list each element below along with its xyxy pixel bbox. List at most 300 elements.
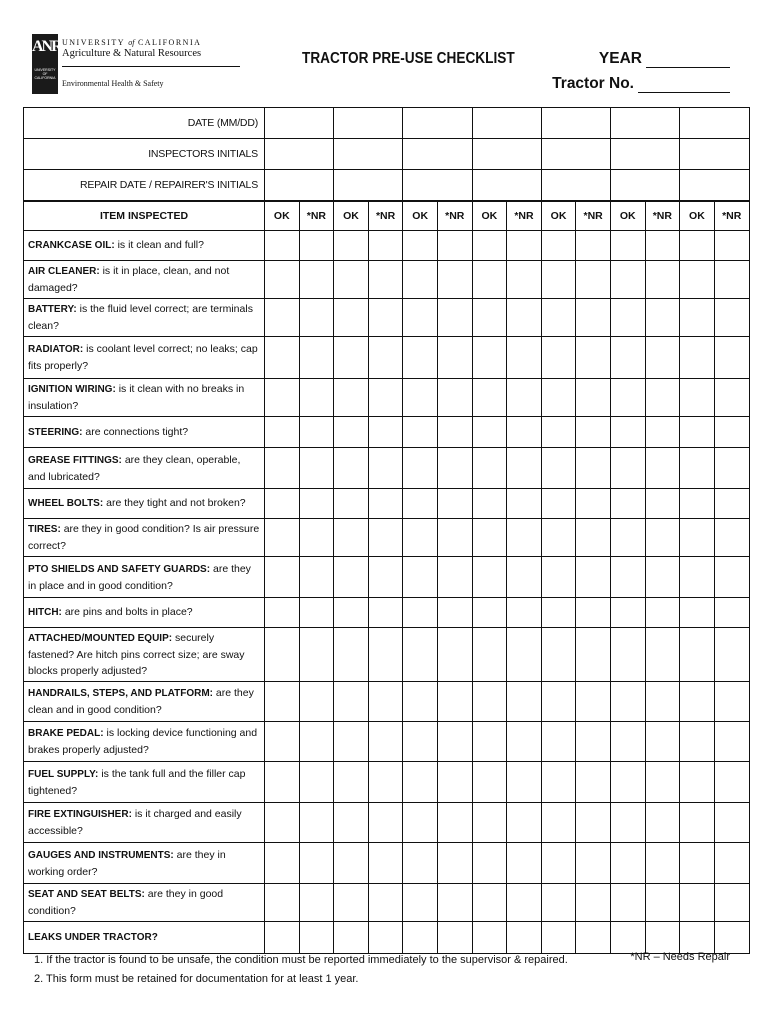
ok-checkbox-cell[interactable] xyxy=(334,628,369,682)
nr-checkbox-cell[interactable] xyxy=(507,682,542,722)
ok-checkbox-cell[interactable] xyxy=(334,261,369,299)
ok-checkbox-cell[interactable] xyxy=(472,299,507,337)
nr-checkbox-cell[interactable] xyxy=(507,448,542,489)
nr-checkbox-cell[interactable] xyxy=(576,628,611,682)
nr-checkbox-cell[interactable] xyxy=(299,803,334,843)
nr-checkbox-cell[interactable] xyxy=(437,231,472,261)
meta-entry-cell[interactable] xyxy=(334,139,403,170)
table-row xyxy=(24,337,750,379)
ok-checkbox-cell[interactable] xyxy=(541,628,576,682)
ok-checkbox-cell[interactable] xyxy=(680,803,715,843)
nr-checkbox-cell[interactable] xyxy=(299,884,334,922)
meta-entry-cell[interactable] xyxy=(265,170,334,201)
nr-checkbox-cell[interactable] xyxy=(645,682,680,722)
ok-checkbox-cell[interactable] xyxy=(265,682,300,722)
ok-checkbox-cell[interactable] xyxy=(265,489,300,519)
ok-checkbox-cell[interactable] xyxy=(334,379,369,417)
ok-checkbox-cell[interactable] xyxy=(680,843,715,884)
ok-checkbox-cell[interactable] xyxy=(680,379,715,417)
ok-checkbox-cell[interactable] xyxy=(541,299,576,337)
nr-checkbox-cell[interactable] xyxy=(576,922,611,954)
nr-checkbox-cell[interactable] xyxy=(437,722,472,762)
nr-checkbox-cell[interactable] xyxy=(299,519,334,557)
meta-entry-cell[interactable] xyxy=(265,108,334,139)
nr-checkbox-cell[interactable] xyxy=(368,922,403,954)
nr-checkbox-cell[interactable] xyxy=(645,762,680,803)
ok-checkbox-cell[interactable] xyxy=(610,628,645,682)
nr-checkbox-cell[interactable] xyxy=(714,417,749,448)
nr-checkbox-cell[interactable] xyxy=(645,922,680,954)
nr-checkbox-cell[interactable] xyxy=(507,843,542,884)
nr-checkbox-cell[interactable] xyxy=(576,884,611,922)
nr-checkbox-cell[interactable] xyxy=(437,337,472,379)
ok-checkbox-cell[interactable] xyxy=(610,379,645,417)
ok-checkbox-cell[interactable] xyxy=(265,261,300,299)
nr-checkbox-cell[interactable] xyxy=(576,231,611,261)
nr-checkbox-cell[interactable] xyxy=(714,337,749,379)
nr-checkbox-cell[interactable] xyxy=(368,884,403,922)
nr-checkbox-cell[interactable] xyxy=(437,682,472,722)
nr-checkbox-cell[interactable] xyxy=(368,598,403,628)
ok-checkbox-cell[interactable] xyxy=(403,417,438,448)
ok-checkbox-cell[interactable] xyxy=(610,448,645,489)
nr-checkbox-cell[interactable] xyxy=(576,803,611,843)
ok-checkbox-cell[interactable] xyxy=(472,884,507,922)
item-question: securely fastened? Are hitch pins correct size; are sway blocks properly adjusted? xyxy=(28,632,245,677)
nr-checkbox-cell[interactable] xyxy=(368,448,403,489)
meta-entry-cell[interactable] xyxy=(680,108,750,139)
nr-checkbox-cell[interactable] xyxy=(437,843,472,884)
nr-checkbox-cell[interactable] xyxy=(645,722,680,762)
nr-checkbox-cell[interactable] xyxy=(299,299,334,337)
ok-checkbox-cell[interactable] xyxy=(610,682,645,722)
ok-checkbox-cell[interactable] xyxy=(265,922,300,954)
ok-checkbox-cell[interactable] xyxy=(541,417,576,448)
ok-checkbox-cell[interactable] xyxy=(334,682,369,722)
ok-checkbox-cell[interactable] xyxy=(334,489,369,519)
ok-checkbox-cell[interactable] xyxy=(334,299,369,337)
item-description xyxy=(24,557,265,598)
nr-checkbox-cell[interactable] xyxy=(299,762,334,803)
meta-entry-cell[interactable] xyxy=(472,108,541,139)
ok-checkbox-cell[interactable] xyxy=(610,884,645,922)
ok-checkbox-cell[interactable] xyxy=(472,489,507,519)
ok-checkbox-cell[interactable] xyxy=(403,884,438,922)
nr-checkbox-cell[interactable] xyxy=(437,803,472,843)
nr-checkbox-cell[interactable] xyxy=(299,231,334,261)
nr-checkbox-cell[interactable] xyxy=(507,299,542,337)
nr-checkbox-cell[interactable] xyxy=(507,231,542,261)
nr-checkbox-cell[interactable] xyxy=(299,261,334,299)
ok-checkbox-cell[interactable] xyxy=(541,489,576,519)
nr-checkbox-cell[interactable] xyxy=(714,628,749,682)
ok-checkbox-cell[interactable] xyxy=(680,417,715,448)
nr-checkbox-cell[interactable] xyxy=(368,682,403,722)
ok-checkbox-cell[interactable] xyxy=(403,722,438,762)
nr-checkbox-cell[interactable] xyxy=(368,261,403,299)
item-description xyxy=(24,722,265,762)
ok-checkbox-cell[interactable] xyxy=(541,261,576,299)
nr-checkbox-cell[interactable] xyxy=(507,598,542,628)
ok-checkbox-cell[interactable] xyxy=(610,722,645,762)
nr-checkbox-cell[interactable] xyxy=(299,337,334,379)
item-description xyxy=(24,417,265,448)
nr-checkbox-cell[interactable] xyxy=(507,337,542,379)
ok-checkbox-cell[interactable] xyxy=(403,628,438,682)
ok-checkbox-cell[interactable] xyxy=(680,231,715,261)
ok-checkbox-cell[interactable] xyxy=(680,682,715,722)
nr-checkbox-cell[interactable] xyxy=(576,519,611,557)
nr-checkbox-cell[interactable] xyxy=(507,803,542,843)
nr-checkbox-cell[interactable] xyxy=(507,379,542,417)
nr-checkbox-cell[interactable] xyxy=(645,379,680,417)
nr-checkbox-cell[interactable] xyxy=(576,417,611,448)
ok-checkbox-cell[interactable] xyxy=(403,519,438,557)
nr-column-header: *NR xyxy=(645,201,680,231)
ok-checkbox-cell[interactable] xyxy=(472,337,507,379)
nr-checkbox-cell[interactable] xyxy=(645,299,680,337)
ok-checkbox-cell[interactable] xyxy=(403,762,438,803)
nr-checkbox-cell[interactable] xyxy=(299,598,334,628)
ok-checkbox-cell[interactable] xyxy=(334,598,369,628)
ok-checkbox-cell[interactable] xyxy=(472,417,507,448)
ok-checkbox-cell[interactable] xyxy=(610,417,645,448)
ok-checkbox-cell[interactable] xyxy=(265,337,300,379)
nr-checkbox-cell[interactable] xyxy=(576,557,611,598)
ok-checkbox-cell[interactable] xyxy=(541,722,576,762)
ok-checkbox-cell[interactable] xyxy=(334,448,369,489)
meta-entry-cell[interactable] xyxy=(403,170,472,201)
ok-checkbox-cell[interactable] xyxy=(403,922,438,954)
ok-checkbox-cell[interactable] xyxy=(265,299,300,337)
ok-checkbox-cell[interactable] xyxy=(610,261,645,299)
ok-checkbox-cell[interactable] xyxy=(265,884,300,922)
nr-checkbox-cell[interactable] xyxy=(645,598,680,628)
nr-checkbox-cell[interactable] xyxy=(507,922,542,954)
nr-checkbox-cell[interactable] xyxy=(368,489,403,519)
ok-checkbox-cell[interactable] xyxy=(334,762,369,803)
ok-checkbox-cell[interactable] xyxy=(472,628,507,682)
ok-checkbox-cell[interactable] xyxy=(680,557,715,598)
ok-checkbox-cell[interactable] xyxy=(472,448,507,489)
ok-checkbox-cell[interactable] xyxy=(680,722,715,762)
university-name xyxy=(62,38,201,47)
ok-checkbox-cell[interactable] xyxy=(610,231,645,261)
nr-checkbox-cell[interactable] xyxy=(576,843,611,884)
nr-checkbox-cell[interactable] xyxy=(714,598,749,628)
ok-checkbox-cell[interactable] xyxy=(334,337,369,379)
ok-checkbox-cell[interactable] xyxy=(541,448,576,489)
ok-checkbox-cell[interactable] xyxy=(334,557,369,598)
nr-checkbox-cell[interactable] xyxy=(368,337,403,379)
ok-checkbox-cell[interactable] xyxy=(680,884,715,922)
meta-entry-cell[interactable] xyxy=(472,139,541,170)
ok-checkbox-cell[interactable] xyxy=(472,682,507,722)
nr-checkbox-cell[interactable] xyxy=(368,557,403,598)
ok-checkbox-cell[interactable] xyxy=(541,762,576,803)
nr-checkbox-cell[interactable] xyxy=(299,922,334,954)
ok-checkbox-cell[interactable] xyxy=(610,803,645,843)
meta-entry-cell[interactable] xyxy=(541,108,610,139)
ok-checkbox-cell[interactable] xyxy=(541,557,576,598)
ok-checkbox-cell[interactable] xyxy=(334,884,369,922)
ok-checkbox-cell[interactable] xyxy=(403,489,438,519)
ok-checkbox-cell[interactable] xyxy=(472,803,507,843)
nr-checkbox-cell[interactable] xyxy=(714,231,749,261)
nr-checkbox-cell[interactable] xyxy=(368,628,403,682)
item-name: CRANKCASE OIL: xyxy=(28,240,115,251)
ok-checkbox-cell[interactable] xyxy=(472,922,507,954)
ok-checkbox-cell[interactable] xyxy=(610,557,645,598)
ok-checkbox-cell[interactable] xyxy=(680,519,715,557)
nr-checkbox-cell[interactable] xyxy=(507,519,542,557)
nr-checkbox-cell[interactable] xyxy=(645,843,680,884)
nr-checkbox-cell[interactable] xyxy=(714,448,749,489)
nr-checkbox-cell[interactable] xyxy=(507,417,542,448)
nr-checkbox-cell[interactable] xyxy=(368,379,403,417)
nr-checkbox-cell[interactable] xyxy=(714,762,749,803)
ok-checkbox-cell[interactable] xyxy=(403,843,438,884)
meta-row-label: REPAIR DATE / REPAIRER'S INITIALS xyxy=(24,170,265,201)
nr-checkbox-cell[interactable] xyxy=(645,803,680,843)
nr-checkbox-cell[interactable] xyxy=(437,379,472,417)
ok-checkbox-cell[interactable] xyxy=(472,231,507,261)
nr-checkbox-cell[interactable] xyxy=(368,722,403,762)
nr-checkbox-cell[interactable] xyxy=(714,519,749,557)
nr-checkbox-cell[interactable] xyxy=(576,261,611,299)
ok-checkbox-cell[interactable] xyxy=(541,231,576,261)
ok-checkbox-cell[interactable] xyxy=(265,519,300,557)
nr-checkbox-cell[interactable] xyxy=(437,557,472,598)
ok-checkbox-cell[interactable] xyxy=(334,519,369,557)
ok-checkbox-cell[interactable] xyxy=(680,299,715,337)
nr-checkbox-cell[interactable] xyxy=(437,762,472,803)
meta-entry-cell[interactable] xyxy=(472,170,541,201)
nr-checkbox-cell[interactable] xyxy=(437,417,472,448)
ok-checkbox-cell[interactable] xyxy=(472,261,507,299)
nr-checkbox-cell[interactable] xyxy=(714,843,749,884)
ok-checkbox-cell[interactable] xyxy=(680,337,715,379)
ok-checkbox-cell[interactable] xyxy=(680,489,715,519)
meta-entry-cell[interactable] xyxy=(541,139,610,170)
nr-checkbox-cell[interactable] xyxy=(368,231,403,261)
nr-checkbox-cell[interactable] xyxy=(507,261,542,299)
item-question: are connections tight? xyxy=(85,425,189,438)
nr-checkbox-cell[interactable] xyxy=(437,448,472,489)
nr-checkbox-cell[interactable] xyxy=(645,231,680,261)
ok-checkbox-cell[interactable] xyxy=(265,417,300,448)
nr-checkbox-cell[interactable] xyxy=(714,379,749,417)
nr-checkbox-cell[interactable] xyxy=(645,557,680,598)
nr-checkbox-cell[interactable] xyxy=(299,722,334,762)
ok-checkbox-cell[interactable] xyxy=(472,557,507,598)
ok-checkbox-cell[interactable] xyxy=(541,803,576,843)
nr-checkbox-cell[interactable] xyxy=(368,519,403,557)
nr-checkbox-cell[interactable] xyxy=(645,417,680,448)
ok-checkbox-cell[interactable] xyxy=(403,682,438,722)
nr-checkbox-cell[interactable] xyxy=(576,598,611,628)
nr-checkbox-cell[interactable] xyxy=(368,803,403,843)
ok-checkbox-cell[interactable] xyxy=(265,722,300,762)
nr-checkbox-cell[interactable] xyxy=(299,682,334,722)
nr-checkbox-cell[interactable] xyxy=(368,762,403,803)
meta-entry-cell[interactable] xyxy=(403,108,472,139)
ok-checkbox-cell[interactable] xyxy=(265,231,300,261)
nr-checkbox-cell[interactable] xyxy=(714,261,749,299)
nr-checkbox-cell[interactable] xyxy=(299,557,334,598)
ok-checkbox-cell[interactable] xyxy=(403,379,438,417)
ok-checkbox-cell[interactable] xyxy=(680,762,715,803)
nr-checkbox-cell[interactable] xyxy=(576,379,611,417)
nr-checkbox-cell[interactable] xyxy=(714,884,749,922)
ok-checkbox-cell[interactable] xyxy=(334,417,369,448)
nr-checkbox-cell[interactable] xyxy=(299,379,334,417)
nr-checkbox-cell[interactable] xyxy=(714,682,749,722)
nr-checkbox-cell[interactable] xyxy=(714,557,749,598)
meta-entry-cell[interactable] xyxy=(680,139,750,170)
ok-checkbox-cell[interactable] xyxy=(610,598,645,628)
ok-checkbox-cell[interactable] xyxy=(680,598,715,628)
ok-checkbox-cell[interactable] xyxy=(472,843,507,884)
ok-checkbox-cell[interactable] xyxy=(403,557,438,598)
meta-entry-cell[interactable] xyxy=(403,139,472,170)
nr-checkbox-cell[interactable] xyxy=(645,884,680,922)
ok-checkbox-cell[interactable] xyxy=(680,628,715,682)
ok-checkbox-cell[interactable] xyxy=(334,843,369,884)
nr-checkbox-cell[interactable] xyxy=(299,628,334,682)
nr-checkbox-cell[interactable] xyxy=(507,489,542,519)
ok-checkbox-cell[interactable] xyxy=(610,843,645,884)
nr-checkbox-cell[interactable] xyxy=(576,682,611,722)
ok-checkbox-cell[interactable] xyxy=(334,231,369,261)
nr-checkbox-cell[interactable] xyxy=(368,843,403,884)
nr-checkbox-cell[interactable] xyxy=(299,489,334,519)
ok-checkbox-cell[interactable] xyxy=(334,722,369,762)
ok-checkbox-cell[interactable] xyxy=(541,598,576,628)
nr-checkbox-cell[interactable] xyxy=(299,843,334,884)
nr-checkbox-cell[interactable] xyxy=(576,722,611,762)
nr-checkbox-cell[interactable] xyxy=(507,884,542,922)
ok-checkbox-cell[interactable] xyxy=(403,598,438,628)
ok-checkbox-cell[interactable] xyxy=(265,762,300,803)
ok-checkbox-cell[interactable] xyxy=(541,519,576,557)
ok-checkbox-cell[interactable] xyxy=(265,598,300,628)
nr-checkbox-cell[interactable] xyxy=(645,628,680,682)
nr-checkbox-cell[interactable] xyxy=(437,299,472,337)
nr-checkbox-cell[interactable] xyxy=(507,628,542,682)
nr-checkbox-cell[interactable] xyxy=(576,299,611,337)
nr-checkbox-cell[interactable] xyxy=(507,762,542,803)
ok-checkbox-cell[interactable] xyxy=(472,379,507,417)
ok-checkbox-cell[interactable] xyxy=(265,557,300,598)
nr-checkbox-cell[interactable] xyxy=(437,628,472,682)
ok-checkbox-cell[interactable] xyxy=(403,803,438,843)
nr-checkbox-cell[interactable] xyxy=(645,261,680,299)
ok-checkbox-cell[interactable] xyxy=(472,762,507,803)
nr-checkbox-cell[interactable] xyxy=(437,261,472,299)
ok-checkbox-cell[interactable] xyxy=(541,379,576,417)
ok-checkbox-cell[interactable] xyxy=(403,231,438,261)
nr-checkbox-cell[interactable] xyxy=(299,448,334,489)
ok-checkbox-cell[interactable] xyxy=(265,628,300,682)
meta-entry-cell[interactable] xyxy=(334,108,403,139)
ok-checkbox-cell[interactable] xyxy=(610,762,645,803)
ok-checkbox-cell[interactable] xyxy=(403,261,438,299)
meta-entry-cell[interactable] xyxy=(334,170,403,201)
nr-checkbox-cell[interactable] xyxy=(299,417,334,448)
nr-checkbox-cell[interactable] xyxy=(368,417,403,448)
nr-checkbox-cell[interactable] xyxy=(368,299,403,337)
nr-checkbox-cell[interactable] xyxy=(645,489,680,519)
ok-checkbox-cell[interactable] xyxy=(610,519,645,557)
nr-checkbox-cell[interactable] xyxy=(437,884,472,922)
ok-checkbox-cell[interactable] xyxy=(610,489,645,519)
ok-checkbox-cell[interactable] xyxy=(680,261,715,299)
ok-checkbox-cell[interactable] xyxy=(265,843,300,884)
nr-checkbox-cell[interactable] xyxy=(507,722,542,762)
meta-entry-cell[interactable] xyxy=(265,139,334,170)
meta-entry-cell[interactable] xyxy=(610,170,679,201)
nr-checkbox-cell[interactable] xyxy=(576,448,611,489)
ok-checkbox-cell[interactable] xyxy=(403,299,438,337)
nr-checkbox-cell[interactable] xyxy=(576,489,611,519)
nr-checkbox-cell[interactable] xyxy=(576,762,611,803)
nr-checkbox-cell[interactable] xyxy=(437,489,472,519)
year-blank[interactable] xyxy=(646,53,730,68)
nr-checkbox-cell[interactable] xyxy=(437,922,472,954)
ok-checkbox-cell[interactable] xyxy=(472,598,507,628)
tractor-number-blank[interactable] xyxy=(638,78,730,93)
ok-checkbox-cell[interactable] xyxy=(265,448,300,489)
item-question: are they in good condition? xyxy=(28,888,224,917)
meta-entry-cell[interactable] xyxy=(610,108,679,139)
ok-checkbox-cell[interactable] xyxy=(541,682,576,722)
ok-checkbox-cell[interactable] xyxy=(265,379,300,417)
ok-checkbox-cell[interactable] xyxy=(610,337,645,379)
nr-checkbox-cell[interactable] xyxy=(437,519,472,557)
nr-checkbox-cell[interactable] xyxy=(645,519,680,557)
ok-checkbox-cell[interactable] xyxy=(403,448,438,489)
ok-checkbox-cell[interactable] xyxy=(265,803,300,843)
nr-checkbox-cell[interactable] xyxy=(437,598,472,628)
ok-checkbox-cell[interactable] xyxy=(680,448,715,489)
meta-entry-cell[interactable] xyxy=(610,139,679,170)
ok-checkbox-cell[interactable] xyxy=(334,922,369,954)
ok-checkbox-cell[interactable] xyxy=(472,519,507,557)
ok-checkbox-cell[interactable] xyxy=(541,922,576,954)
ok-checkbox-cell[interactable] xyxy=(403,337,438,379)
nr-checkbox-cell[interactable] xyxy=(714,722,749,762)
ok-checkbox-cell[interactable] xyxy=(610,299,645,337)
ok-checkbox-cell[interactable] xyxy=(541,884,576,922)
ok-checkbox-cell[interactable] xyxy=(472,722,507,762)
nr-checkbox-cell[interactable] xyxy=(714,922,749,954)
nr-checkbox-cell[interactable] xyxy=(714,803,749,843)
meta-entry-cell[interactable] xyxy=(541,170,610,201)
nr-checkbox-cell[interactable] xyxy=(507,557,542,598)
ok-checkbox-cell[interactable] xyxy=(680,922,715,954)
nr-checkbox-cell[interactable] xyxy=(645,448,680,489)
nr-checkbox-cell[interactable] xyxy=(645,337,680,379)
nr-checkbox-cell[interactable] xyxy=(714,299,749,337)
ok-checkbox-cell[interactable] xyxy=(334,803,369,843)
ok-checkbox-cell[interactable] xyxy=(610,922,645,954)
ok-checkbox-cell[interactable] xyxy=(541,337,576,379)
nr-checkbox-cell[interactable] xyxy=(714,489,749,519)
meta-entry-cell[interactable] xyxy=(680,170,750,201)
ok-checkbox-cell[interactable] xyxy=(541,843,576,884)
nr-checkbox-cell[interactable] xyxy=(576,337,611,379)
